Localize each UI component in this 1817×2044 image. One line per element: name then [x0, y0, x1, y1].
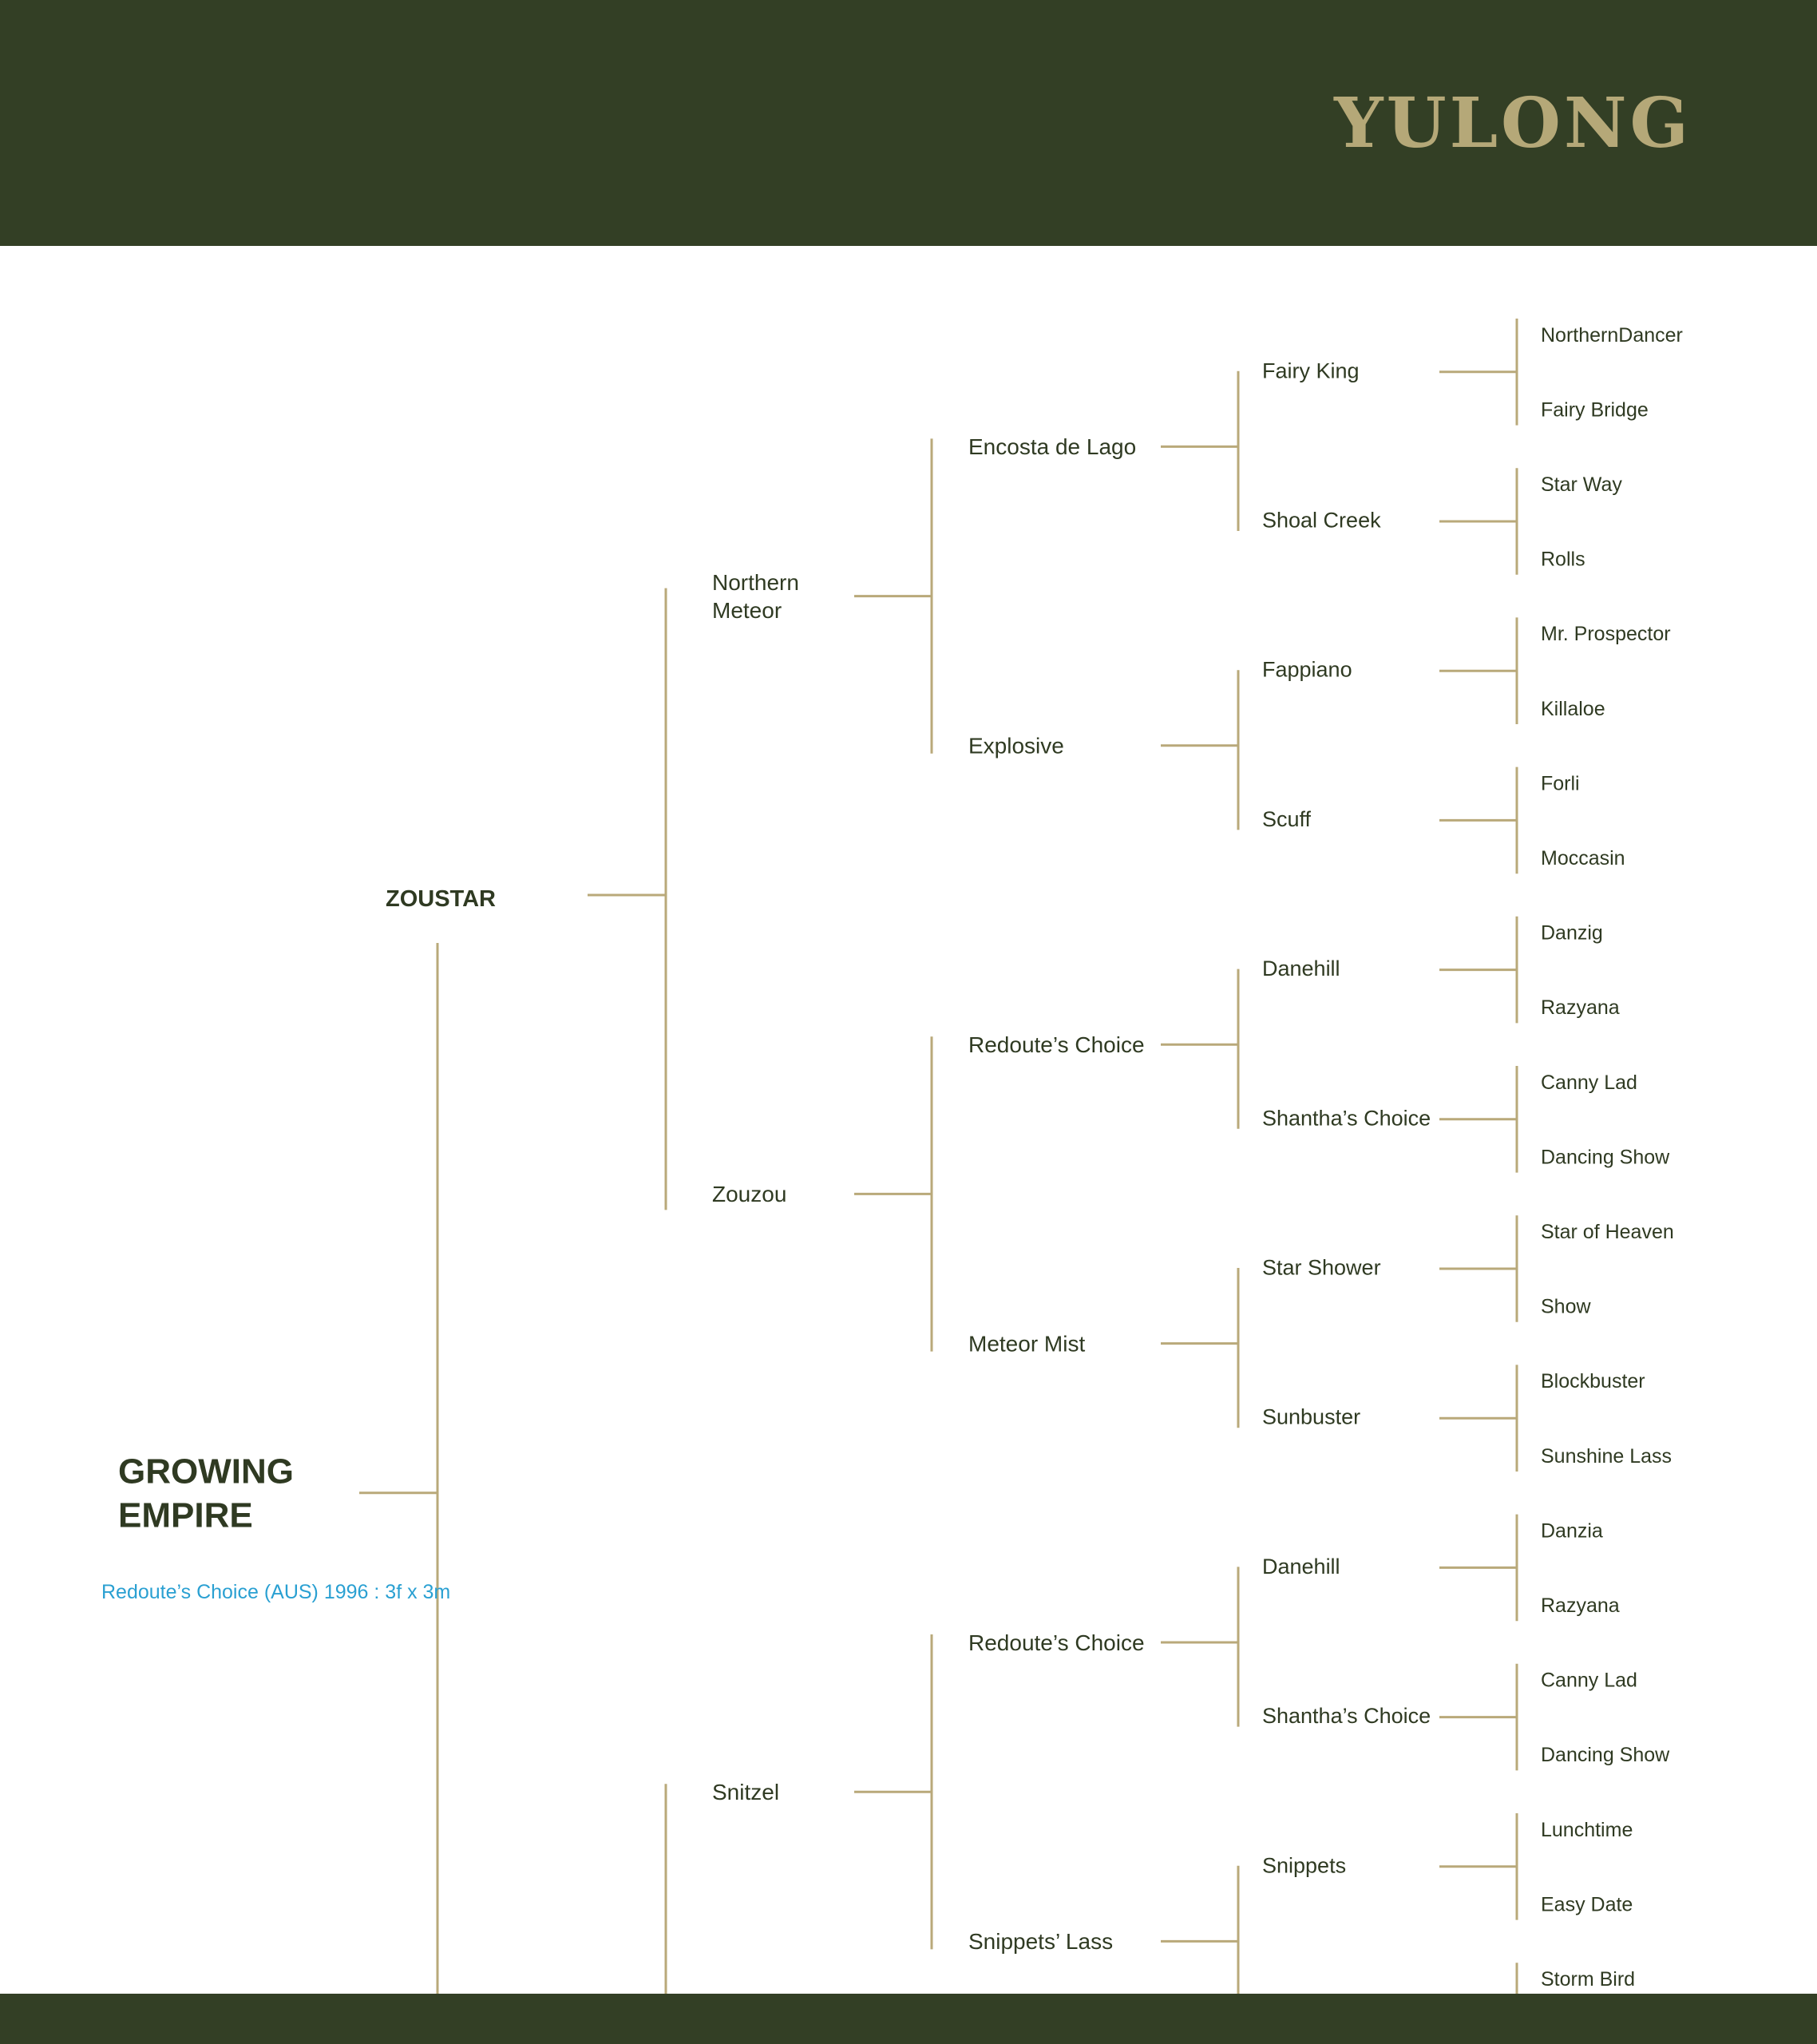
ancestor-gen5: [1541, 549, 1585, 571]
ancestor-gen5-line: Show: [1541, 1295, 1591, 1318]
ancestor-gen5: [1541, 996, 1620, 1019]
ancestor-gen5-line: Dancing Show: [1541, 1744, 1670, 1767]
ancestor-gen2-line: Snitzel: [712, 1780, 780, 1804]
ancestor-gen5: [1541, 1296, 1591, 1318]
ancestor-gen3: [968, 434, 1136, 459]
ancestor-gen5: [1541, 1893, 1633, 1915]
ancestor-gen5: [1541, 473, 1622, 496]
sire-name-line: ZOUSTAR: [386, 886, 497, 913]
ancestor-gen4: [1262, 957, 1340, 980]
ancestor-gen5-line: Danzia: [1541, 1519, 1603, 1543]
ancestor-gen3: [968, 1929, 1113, 1954]
ancestor-gen3: [968, 1630, 1145, 1655]
ancestor-gen5-line: Canny Lad: [1541, 1669, 1637, 1692]
ancestor-gen4-line: Shantha’s Choice: [1262, 1106, 1431, 1131]
ancestor-gen5: [1541, 1146, 1670, 1168]
ancestor-gen5-line: Sunshine Lass: [1541, 1444, 1673, 1468]
ancestor-gen3: [968, 734, 1064, 759]
subject-horse-name: [118, 1452, 294, 1535]
ancestor-gen5-line: Star Way: [1541, 473, 1622, 496]
ancestor-gen3-line: Encosta de Lago: [968, 434, 1137, 460]
ancestor-gen5-line: Lunchtime: [1541, 1818, 1633, 1841]
ancestor-gen2: [712, 570, 799, 623]
ancestor-gen5-line: NorthernDancer: [1541, 323, 1683, 347]
ancestor-gen5: [1541, 398, 1649, 421]
ancestor-gen5: [1541, 1221, 1674, 1243]
footer-bar: [0, 1994, 1817, 2044]
ancestor-gen2-line: Zouzou: [712, 1182, 787, 1207]
ancestor-gen5-line: Canny Lad: [1541, 1071, 1637, 1094]
ancestor-gen5-line: Easy Date: [1541, 1893, 1633, 1916]
ancestor-gen5: [1541, 698, 1605, 720]
inbreeding-note: Redoute’s Choice (AUS) 1996 : 3f x 3m: [101, 1581, 451, 1603]
ancestor-gen3: [968, 1331, 1085, 1356]
ancestor-gen5: [1541, 623, 1671, 645]
ancestor-gen3-line: Redoute’s Choice: [968, 1630, 1145, 1655]
ancestor-gen5-line: Blockbuster: [1541, 1370, 1645, 1393]
ancestor-gen5: [1541, 324, 1683, 347]
ancestor-gen4-line: Fairy King: [1262, 358, 1360, 383]
ancestor-gen5-line: Star of Heaven: [1541, 1220, 1674, 1243]
ancestor-gen4: [1262, 358, 1360, 382]
ancestor-gen5: [1541, 1519, 1603, 1542]
ancestor-gen2-line: Meteor: [712, 597, 782, 623]
subject-horse-name-line: GROWING: [118, 1452, 294, 1491]
ancestor-gen5: [1541, 1744, 1670, 1766]
ancestor-gen4: [1262, 807, 1312, 831]
ancestor-gen5-line: Storm Bird: [1541, 1967, 1636, 1991]
ancestor-gen5: [1541, 1819, 1633, 1841]
ancestor-gen4-line: Scuff: [1262, 806, 1312, 831]
ancestor-gen3-line: Snippets’ Lass: [968, 1929, 1114, 1955]
ancestor-gen5: [1541, 1594, 1620, 1617]
ancestor-gen4-line: Shantha’s Choice: [1262, 1704, 1431, 1729]
ancestor-gen5-line: Danzig: [1541, 921, 1603, 945]
subject-horse-name-line: EMPIRE: [118, 1495, 253, 1535]
ancestor-gen4-line: Danehill: [1262, 957, 1340, 981]
ancestor-gen3-line: Meteor Mist: [968, 1331, 1086, 1357]
ancestor-gen3-line: Redoute’s Choice: [968, 1032, 1145, 1057]
ancestor-gen5-line: Razyana: [1541, 996, 1620, 1020]
ancestor-gen4: [1262, 1555, 1340, 1579]
ancestor-gen2-line: Northern: [712, 569, 799, 595]
ancestor-gen5: [1541, 1445, 1672, 1468]
ancestor-gen5-line: Rolls: [1541, 548, 1585, 571]
ancestor-gen4: [1262, 1853, 1346, 1877]
ancestor-gen3: [968, 1032, 1145, 1057]
ancestor-gen5-line: Moccasin: [1541, 846, 1625, 869]
ancestor-gen4: [1262, 1704, 1431, 1728]
ancestor-gen5: [1541, 1968, 1635, 1991]
ancestor-gen5: [1541, 847, 1625, 869]
ancestor-gen5-line: Razyana: [1541, 1594, 1620, 1617]
ancestor-gen5-line: Mr. Prospector: [1541, 623, 1671, 646]
ancestor-gen4-line: Snippets: [1262, 1853, 1347, 1878]
ancestor-gen5: [1541, 772, 1580, 794]
ancestor-gen4: [1262, 1106, 1431, 1130]
ancestor-gen5-line: Forli: [1541, 772, 1580, 795]
ancestor-gen4: [1262, 1405, 1360, 1429]
ancestor-gen5: [1541, 1670, 1637, 1692]
ancestor-gen5: [1541, 1370, 1645, 1392]
ancestor-gen4-line: Star Shower: [1262, 1255, 1381, 1280]
ancestor-gen4-line: Sunbuster: [1262, 1404, 1361, 1429]
ancestor-gen3-line: Explosive: [968, 733, 1064, 759]
ancestor-gen5-line: Fairy Bridge: [1541, 398, 1649, 422]
ancestor-gen4: [1262, 1255, 1381, 1279]
ancestor-gen4-line: Shoal Creek: [1262, 508, 1381, 533]
ancestor-gen4-line: Fappiano: [1262, 657, 1352, 682]
ancestor-gen5: [1541, 922, 1603, 945]
ancestor-gen2: [712, 1182, 786, 1206]
brand-logo: YULONG: [1334, 83, 1692, 164]
ancestor-gen5-line: Dancing Show: [1541, 1146, 1670, 1169]
ancestor-gen5: [1541, 1072, 1637, 1094]
ancestor-gen4: [1262, 658, 1352, 682]
ancestor-gen4: [1262, 508, 1381, 532]
ancestor-gen2: [712, 1780, 779, 1804]
ancestor-gen4-line: Danehill: [1262, 1554, 1340, 1579]
ancestor-gen5-line: Killaloe: [1541, 697, 1605, 720]
sire-name: [386, 886, 496, 912]
